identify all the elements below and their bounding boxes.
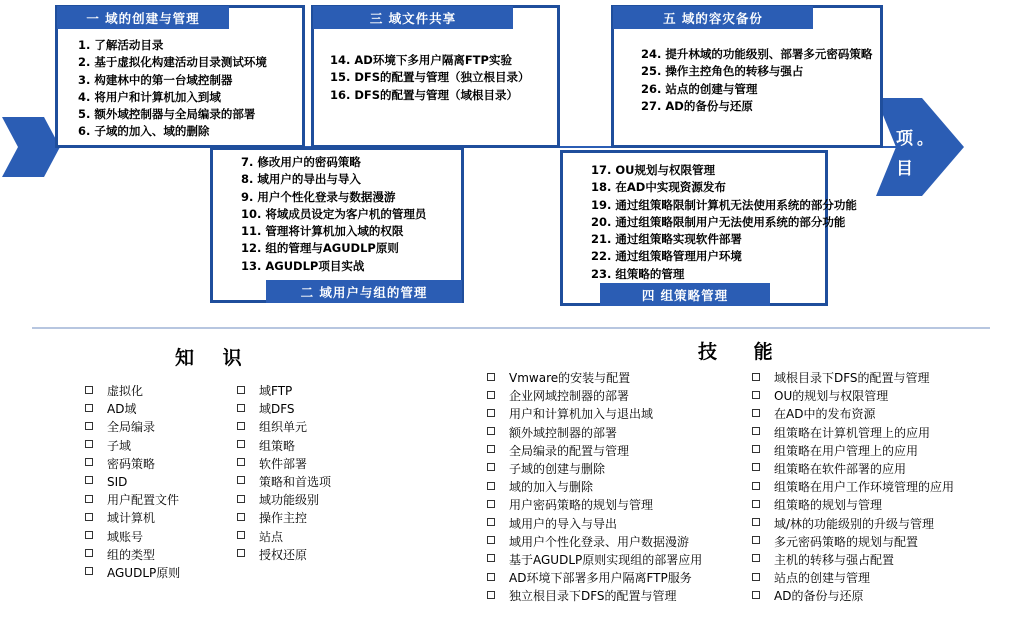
list-item: 站点: [237, 528, 331, 546]
item: 26. 站点的创建与管理: [641, 81, 758, 96]
list-item: 组策略: [237, 437, 331, 455]
skills-col-2: [752, 369, 954, 605]
checkbox-icon: [487, 409, 495, 417]
checkbox-icon: [237, 476, 245, 484]
checkbox-icon: [487, 445, 495, 453]
checkbox-icon: [85, 476, 93, 484]
list-item: 额外域控制器的部署: [487, 424, 702, 442]
list-item: 域/林的功能级别的升级与管理: [752, 515, 954, 533]
project-label: [896, 124, 933, 184]
checkbox-icon: [85, 422, 93, 430]
skills-col-1: [487, 369, 702, 605]
list-item: 站点的创建与管理: [752, 569, 954, 587]
item: 1. 了解活动目录: [78, 38, 164, 52]
checkbox-icon: [487, 591, 495, 599]
item: 10. 将域成员设定为客户机的管理员: [241, 206, 427, 221]
checkbox-icon: [752, 518, 760, 526]
list-item: AGUDLP原则: [85, 564, 180, 582]
list-item: 组策略在计算机管理上的应用: [752, 424, 954, 442]
item: 19. 通过组策略限制计算机无法使用系统的部分功能: [591, 197, 857, 212]
list-item: 域用户个性化登录、用户数据漫游: [487, 533, 702, 551]
checkbox-icon: [487, 554, 495, 562]
checkbox-icon: [487, 500, 495, 508]
list-item: 虚拟化: [85, 382, 180, 400]
list-item: 策略和首选项: [237, 473, 331, 491]
section-5-title: 五 域的容灾备份: [613, 6, 813, 29]
list-item: 用户配置文件: [85, 491, 180, 509]
list-item: 域功能级别: [237, 491, 331, 509]
list-item: 用户和计算机加入与退出域: [487, 405, 702, 423]
list-item: 域DFS: [237, 400, 331, 418]
list-item: 密码策略: [85, 455, 180, 473]
checkbox-icon: [487, 482, 495, 490]
item: 11. 管理将计算机加入域的权限: [241, 224, 404, 239]
section-1-title: 一 域的创建与管理: [57, 6, 229, 29]
knowledge-title: 知 识: [175, 347, 242, 369]
list-item: 域账号: [85, 528, 180, 546]
checkbox-icon: [752, 427, 760, 435]
checkbox-icon: [85, 458, 93, 466]
item: 15. DFS的配置与管理（独立根目录）: [330, 70, 530, 85]
checkbox-icon: [752, 591, 760, 599]
section-5-items: [641, 46, 872, 115]
checkbox-icon: [487, 463, 495, 471]
item: 6. 子域的加入、域的删除: [78, 124, 210, 139]
item: 21. 通过组策略实现软件部署: [591, 232, 742, 247]
section-3-items: [330, 52, 530, 104]
checkbox-icon: [752, 536, 760, 544]
item: 20. 通过组策略限制用户无法使用系统的部分功能: [591, 214, 846, 229]
section-1-items: [78, 37, 267, 141]
checkbox-icon: [85, 567, 93, 575]
section-2-items: [241, 154, 426, 275]
list-item: 基于AGUDLP原则实现组的部署应用: [487, 551, 702, 569]
list-item: 域计算机: [85, 509, 180, 527]
item: 12. 组的管理与AGUDLP原则: [241, 241, 399, 256]
list-item: 域FTP: [237, 382, 331, 400]
item: 9. 用户个性化登录与数据漫游: [241, 189, 396, 204]
item: 22. 通过组策略管理用户环境: [591, 249, 742, 264]
checkbox-icon: [237, 404, 245, 412]
list-item: 组策略在用户管理上的应用: [752, 442, 954, 460]
list-item: 主机的转移与强占配置: [752, 551, 954, 569]
checkbox-icon: [85, 549, 93, 557]
left-chevron-icon: [2, 117, 60, 177]
item: 7. 修改用户的密码策略: [241, 155, 361, 169]
checkbox-icon: [237, 513, 245, 521]
item: 23. 组策略的管理: [591, 266, 685, 281]
list-item: SID: [85, 473, 180, 491]
list-item: 在AD中的发布资源: [752, 405, 954, 423]
checkbox-icon: [85, 495, 93, 503]
item: 13. AGUDLP项目实战: [241, 258, 365, 273]
list-item: 组策略在用户工作环境管理的应用: [752, 478, 954, 496]
checkbox-icon: [752, 391, 760, 399]
list-item: 全局编录的配置与管理: [487, 442, 702, 460]
item: 27. AD的备份与还原: [641, 98, 753, 113]
item: 17. OU规划与权限管理: [591, 163, 715, 177]
list-item: 软件部署: [237, 455, 331, 473]
project-char-1: 项: [896, 129, 913, 149]
list-item: 组的类型: [85, 546, 180, 564]
list-item: 操作主控: [237, 509, 331, 527]
checkbox-icon: [237, 458, 245, 466]
item: 14. AD环境下多用户隔离FTP实验: [330, 53, 512, 67]
list-item: AD域: [85, 400, 180, 418]
list-item: 域用户的导入与导出: [487, 515, 702, 533]
checkbox-icon: [752, 500, 760, 508]
checkbox-icon: [85, 440, 93, 448]
list-item: OU的规划与权限管理: [752, 387, 954, 405]
list-item: 组策略的规划与管理: [752, 496, 954, 514]
list-item: AD的备份与还原: [752, 587, 954, 605]
checkbox-icon: [85, 386, 93, 394]
list-item: 全局编录: [85, 418, 180, 436]
checkbox-icon: [85, 513, 93, 521]
item: 2. 基于虚拟化构建活动目录测试环境: [78, 55, 267, 70]
item: 24. 提升林域的功能级别、部署多元密码策略: [641, 47, 873, 61]
section-4-items: [591, 162, 857, 283]
checkbox-icon: [752, 554, 760, 562]
checkbox-icon: [752, 463, 760, 471]
section-2-title: 二 域用户与组的管理: [266, 280, 462, 303]
project-dot: 。: [917, 129, 934, 148]
checkbox-icon: [487, 536, 495, 544]
list-item: 域根目录下DFS的配置与管理: [752, 369, 954, 387]
item: 25. 操作主控角色的转移与强占: [641, 64, 804, 79]
item: 8. 域用户的导出与导入: [241, 172, 361, 187]
checkbox-icon: [237, 386, 245, 394]
checkbox-icon: [752, 573, 760, 581]
project-char-2: 目: [896, 159, 913, 179]
item: 5. 额外域控制器与全局编录的部署: [78, 107, 256, 122]
checkbox-icon: [487, 427, 495, 435]
section-3-title: 三 域文件共享: [313, 6, 513, 29]
checkbox-icon: [752, 409, 760, 417]
checkbox-icon: [487, 391, 495, 399]
checkbox-icon: [237, 440, 245, 448]
checkbox-icon: [752, 445, 760, 453]
list-item: 子域的创建与删除: [487, 460, 702, 478]
checkbox-icon: [487, 573, 495, 581]
skills-title: 技 能: [698, 341, 773, 363]
knowledge-col-1: [85, 382, 180, 582]
item: 4. 将用户和计算机加入到域: [78, 89, 221, 104]
list-item: 用户密码策略的规划与管理: [487, 496, 702, 514]
list-item: 授权还原: [237, 546, 331, 564]
item: 18. 在AD中实现资源发布: [591, 180, 726, 195]
list-item: 企业网域控制器的部署: [487, 387, 702, 405]
list-item: Vmware的安装与配置: [487, 369, 702, 387]
checkbox-icon: [237, 422, 245, 430]
list-item: 子域: [85, 437, 180, 455]
checkbox-icon: [85, 531, 93, 539]
list-item: 组织单元: [237, 418, 331, 436]
checkbox-icon: [237, 549, 245, 557]
item: 16. DFS的配置与管理（域根目录）: [330, 87, 519, 102]
list-item: 组策略在软件部署的应用: [752, 460, 954, 478]
checkbox-icon: [237, 531, 245, 539]
list-item: 多元密码策略的规划与配置: [752, 533, 954, 551]
checkbox-icon: [85, 404, 93, 412]
checkbox-icon: [237, 495, 245, 503]
section-4-title: 四 组策略管理: [600, 283, 770, 306]
list-item: 独立根目录下DFS的配置与管理: [487, 587, 702, 605]
checkbox-icon: [752, 482, 760, 490]
checkbox-icon: [487, 518, 495, 526]
knowledge-col-2: [237, 382, 331, 564]
list-item: 域的加入与删除: [487, 478, 702, 496]
checkbox-icon: [752, 373, 760, 381]
list-item: AD环境下部署多用户隔离FTP服务: [487, 569, 702, 587]
checkbox-icon: [487, 373, 495, 381]
item: 3. 构建林中的第一台域控制器: [78, 72, 233, 87]
